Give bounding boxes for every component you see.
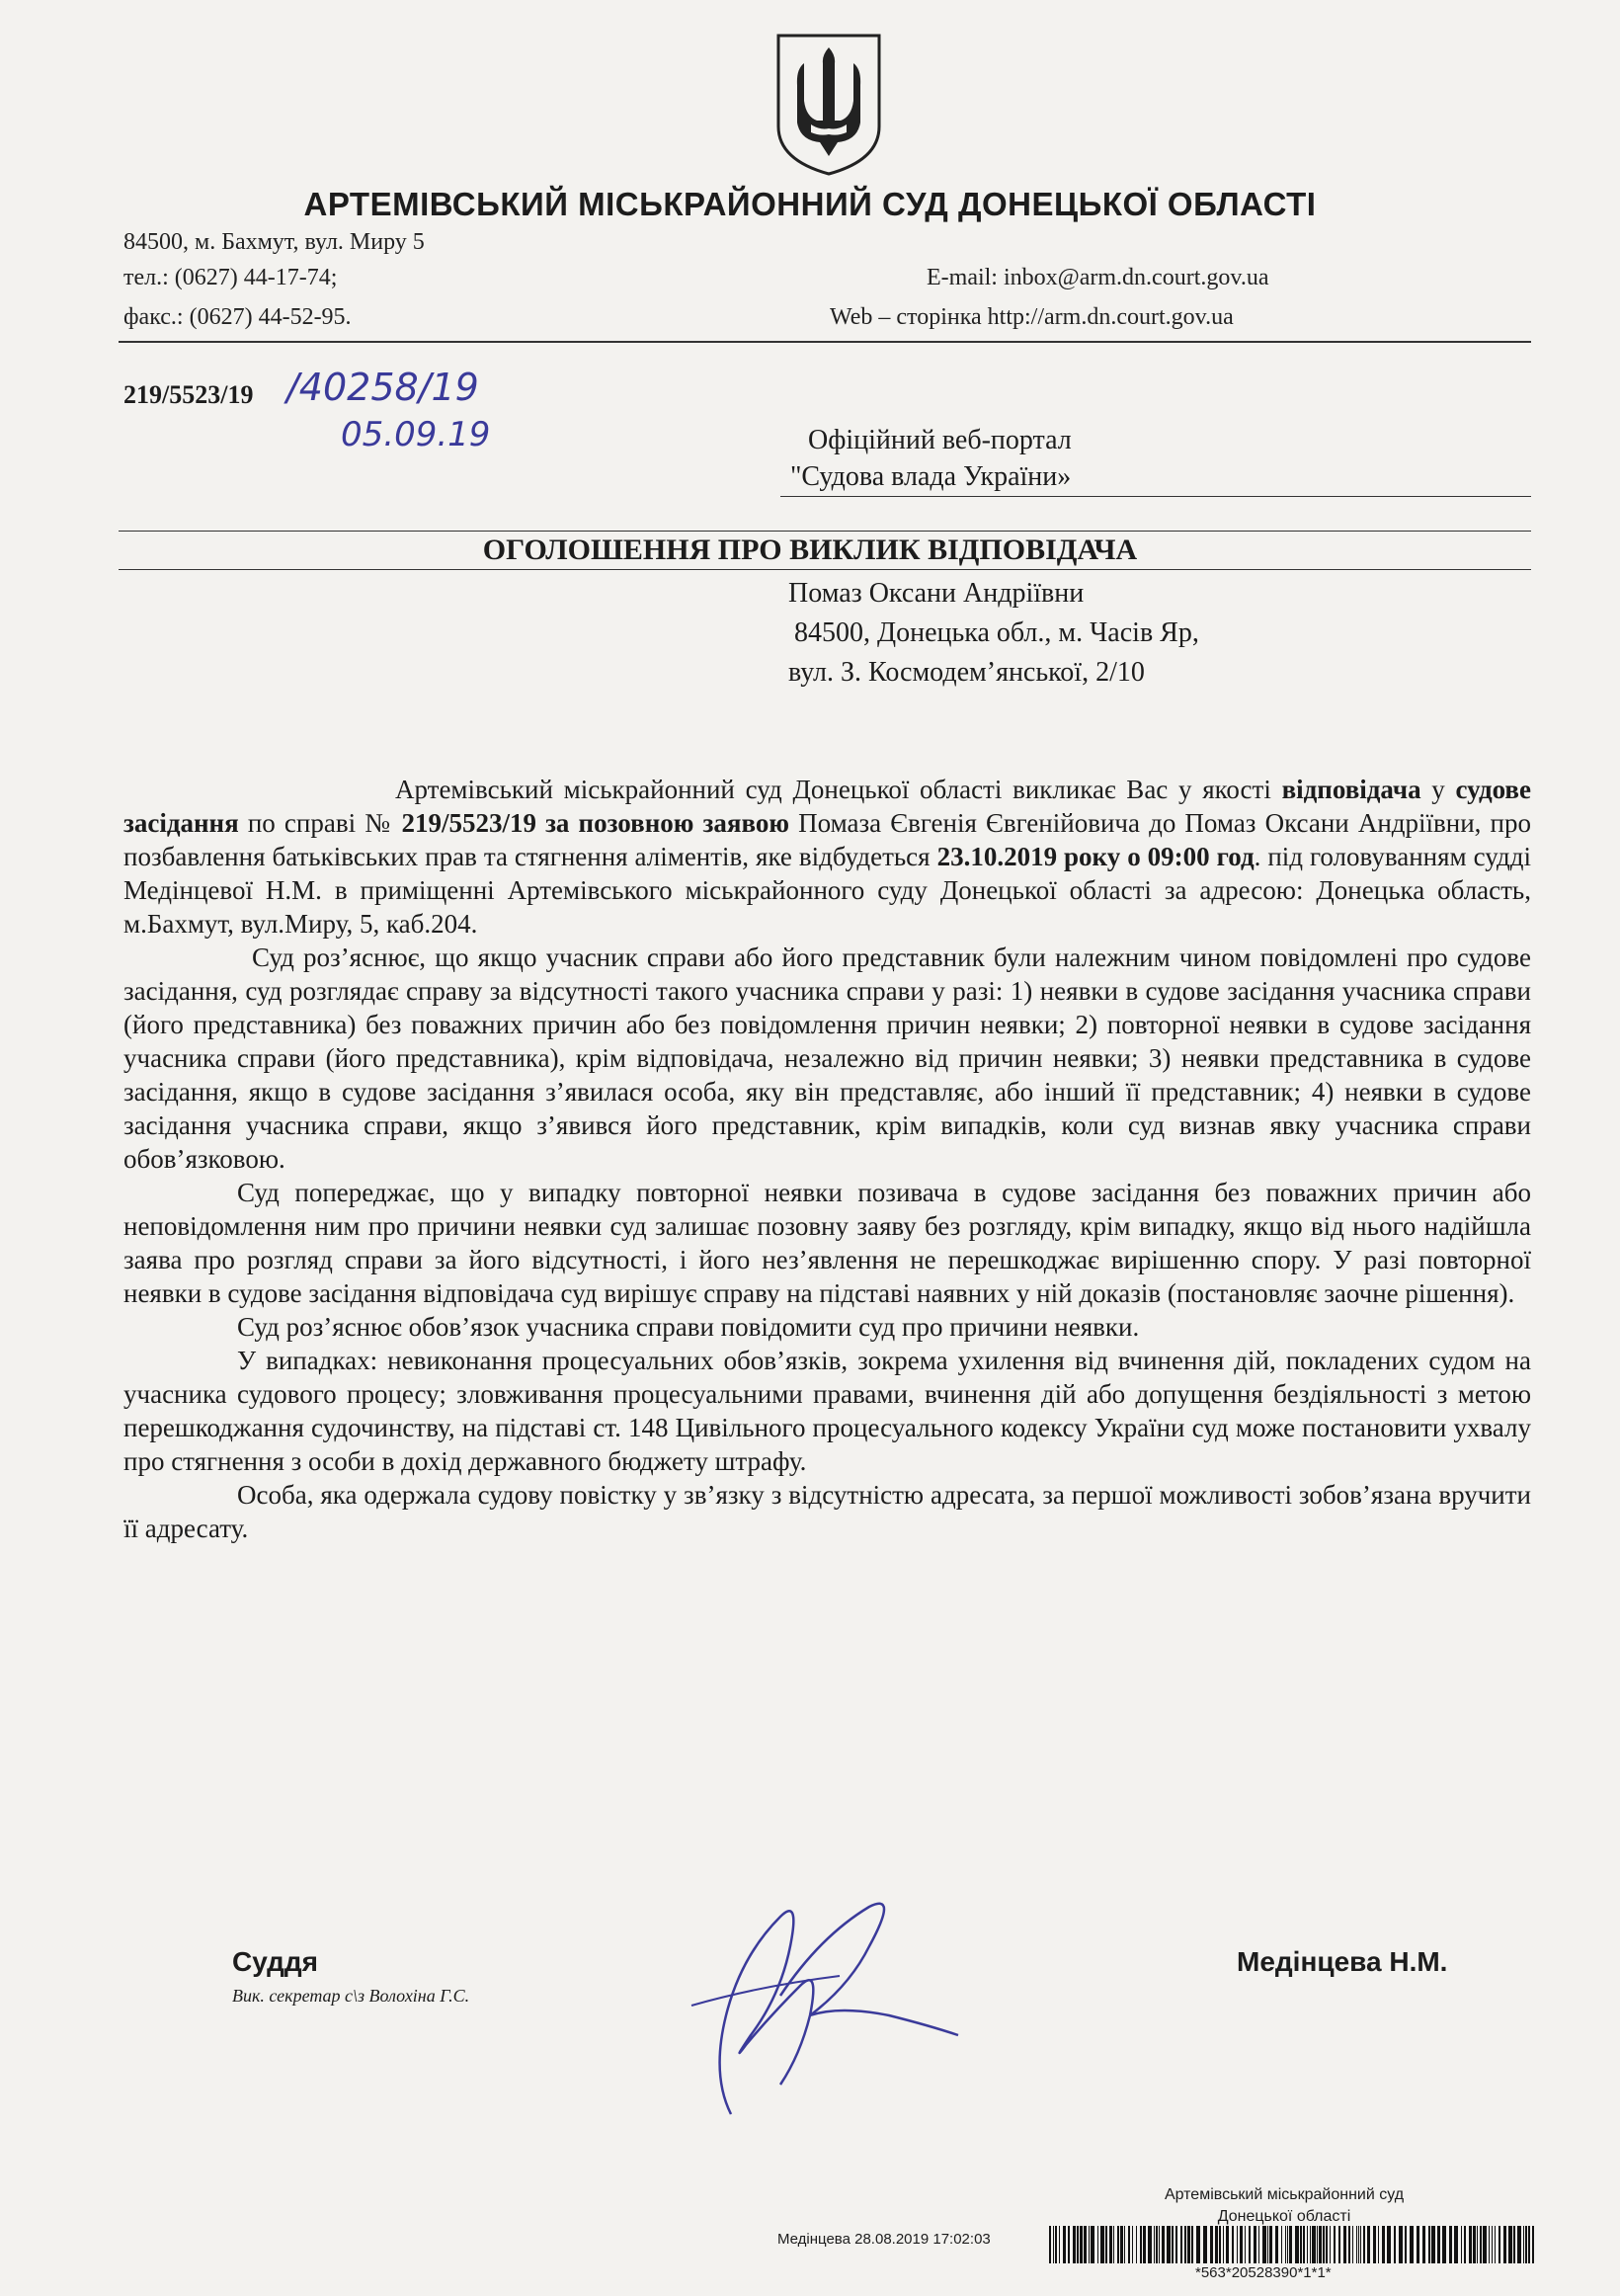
paragraph-fines: У випадках: невиконання процесуальних обов’язків, зокрема ухилення від вчинення дій, покладених судом на учасника судового процесу; зловживання процесуальними правами, вчинення дій або допущення бездіяльності з метою перешкоджання судочинству, на підставі ст. 148 Цивільного процесуального кодексу України суд може постановити ухвалу про стягнення з особи в дохід державного бюджету штрафу. (123, 1346, 1531, 1476)
barcode-text: *563*20528390*1*1* (1195, 2264, 1332, 2281)
court-fax: факс.: (0627) 44-52-95. (123, 304, 352, 330)
paragraph-delivery: Особа, яка одержала судову повістку у зв’язку з відсутністю адресата, за першої можливості зобов’язана вручити її адресату. (123, 1480, 1531, 1543)
header-divider (119, 341, 1531, 343)
court-phone: тел.: (0627) 44-17-74; (123, 265, 338, 290)
stamp-court-line-1: Артемівський міськрайонний суд (1164, 2186, 1405, 2203)
barcode-icon (1049, 2226, 1543, 2263)
handwritten-signature-icon (672, 1867, 968, 2144)
addressee-address-line-1: 84500, Донецька обл., м. Часів Яр, (794, 617, 1199, 648)
paragraph-duty-to-notify: Суд роз’яснює обов’язок учасника справи повідомити суд про причини неявки. (237, 1312, 1140, 1342)
recipient-line-2: "Судова влада України» (790, 461, 1072, 492)
paragraph-warning: Суд попереджає, що у випадку повторної неявки позивача в судове засідання без поважних причин або неповідомлення ним про причини неявки суд залишає позовну заяву без розгляду, крім випадку, якщо від нього надійшла заява про розгляд справи за його відсутності, і його нез’явлення не перешкоджає вирішенню спору. У разі повторної неявки в судове засідання відповідача суд вирішує справу на підставі наявних у ній доказів (постановляє заочне рішення). (123, 1178, 1531, 1308)
title-bottom-rule (119, 569, 1531, 570)
court-website: Web – сторінка http://arm.dn.court.gov.ua (830, 304, 1234, 330)
court-address: 84500, м. Бахмут, вул. Миру 5 (123, 229, 425, 255)
handwritten-registration-date: 05.09.19 (341, 415, 491, 454)
paragraph-absence-rules: Суд роз’яснює, що якщо учасник справи або його представник були належним чином повідомлені про судове засідання, суд розглядає справу за відсутності такого учасника справи у разі: 1) неявки в судове засідання учасника справи (його представника) без поважних причин або без повідомлення причин неявки; 2) повторної неявки в судове засідання учасника справи (його представника), крім відповідача, незалежно від причин неявки; 3) неявки представника в судове засідання, якщо в судове засідання з’явилася особа, яку він представляє, або інший її представник; 4) неявки в судове засідання учасника справи, якщо з’явився його представник, крім випадків, коли суд визнав явку учасника справи обов’язковою. (123, 943, 1531, 1174)
coat-of-arms-icon (770, 30, 887, 178)
handwritten-registration-number: /40258/19 (286, 366, 479, 409)
secretary-note: Вик. секретар с\з Волохіна Г.С. (232, 1986, 470, 2006)
recipient-underline (780, 496, 1531, 497)
paragraph-summons: Артемівський міськрайонний суд Донецької області викликає Вас у якості відповідача у судове засідання по справі № 219/5523/19 за позовною заявою Помаза Євгенія Євгенійовича до Помаз Оксани Андріївни, про позбавлення батьківських прав та стягнення аліментів, яке відбудеться 23.10.2019 року о 09:00 год. під головуванням судді Медінцевої Н.М. в приміщенні Артемівського міськрайонного суду Донецької області за адресою: Донецька область, м.Бахмут, вул.Миру, 5, каб.204. (123, 775, 1531, 939)
addressee-name: Помаз Оксани Андріївни (788, 578, 1085, 609)
court-email: E-mail: inbox@arm.dn.court.gov.ua (927, 265, 1269, 290)
notice-body (123, 773, 1531, 1545)
stamp-court-line-2: Донецької області (1217, 2208, 1351, 2225)
reference-case-number: 219/5523/19 (123, 380, 254, 409)
title-top-rule (119, 531, 1531, 532)
court-name: АРТЕМІВСЬКИЙ МІСЬКРАЙОННИЙ СУД ДОНЕЦЬКОЇ ОБЛАСТІ (303, 186, 1317, 222)
document-title: ОГОЛОШЕННЯ ПРО ВИКЛИК ВІДПОВІДАЧА (482, 533, 1138, 566)
recipient-line-1: Офіційний веб-портал (808, 425, 1072, 455)
signature-role: Суддя (232, 1946, 318, 1977)
judge-name: Медінцева Н.М. (1237, 1946, 1448, 1977)
e-signature-info: Медінцева 28.08.2019 17:02:03 (777, 2231, 991, 2248)
addressee-address-line-2: вул. З. Космодем’янської, 2/10 (788, 657, 1145, 688)
